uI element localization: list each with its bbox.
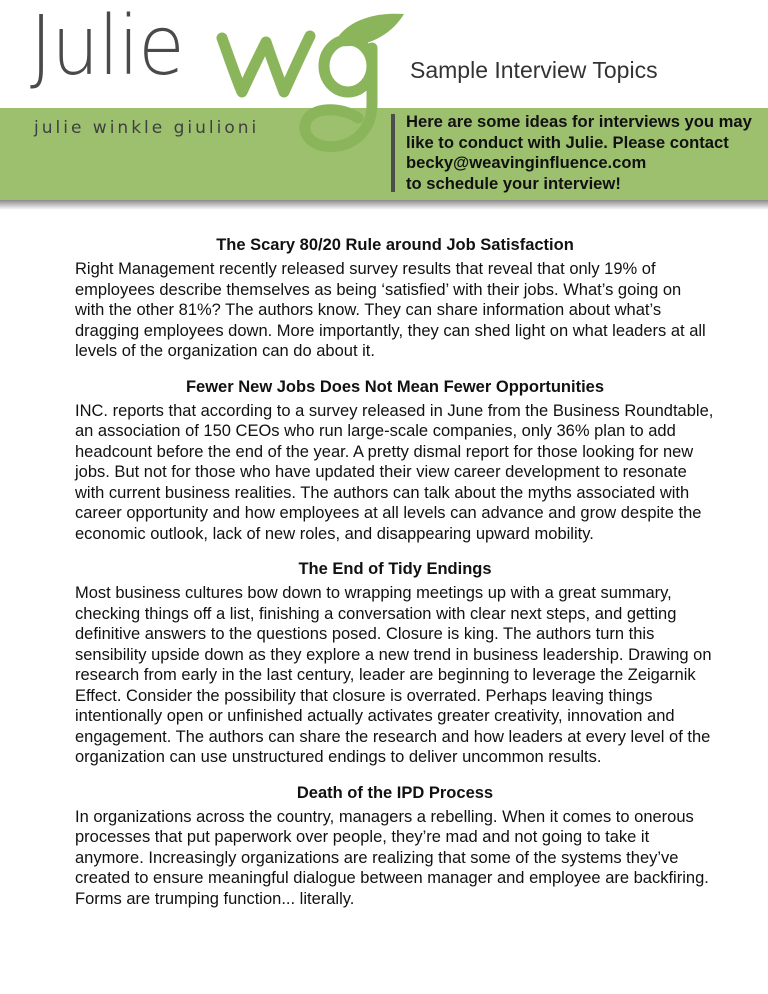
topic-section (75, 559, 715, 768)
topic-section (75, 377, 715, 545)
topics-list (75, 235, 715, 924)
logo-g-bowl (324, 40, 372, 92)
topic-title: The Scary 80/20 Rule around Job Satisfaction (216, 236, 574, 254)
topic-body: Right Management recently released survey results that reveal that only 19% of employees describe themselves as being ‘satisfied’ with their jobs. What’s going on with the other 81%? The authors know. They can share information about what’s dragging employees down. More importantly, they can shed light on what leaders at all levels of the organization can do about it. (75, 260, 706, 360)
logo-subtitle: julie winkle giulioni (34, 118, 260, 138)
topic-title: Fewer New Jobs Does Not Mean Fewer Opportunities (185, 377, 605, 396)
logo-name: Julie (30, 0, 184, 94)
intro-line: like to conduct with Julie. Please contact (406, 132, 729, 152)
intro-line: to schedule your interview! (406, 173, 621, 193)
topic-section (75, 235, 715, 362)
logo-w-shape (222, 36, 310, 92)
topic-body: INC. reports that according to a survey released in June from the Business Roundtable, an association of 150 CEOs who run large-scale companies, only 36% plan to add headcount before the end of the year. A pretty dismal report for those looking for new jobs. But not for those who have updated their view career development to resonate with current business realities. The authors can talk about the myths associated with career opportunity and how employees at all levels can advance and grow despite the economic outlook, lack of new roles, and disappearing upward mobility. (75, 401, 714, 543)
topic-body: Most business cultures bow down to wrapping meetings up with a great summary, checking things off a list, finishing a conversation with clear next steps, and getting definitive answers to the questions posed. Closure is king. The authors turn this sensibility upside down as they explore a new trend in business leadership. Drawing on research from early in the last century, leader are beginning to leverage the Zeigarnik Effect. Consider the possibility that closure is overrated. Perhaps leaving things intentionally open or unfinished actually activates greater creativity, innovation and engagement. The authors can share the research and how leaders at every level of the organization can use unstructured endings to deliver uncommon results. (75, 584, 712, 766)
topic-section (75, 783, 715, 910)
intro-text (406, 112, 768, 194)
page-title: Sample Interview Topics (410, 57, 658, 83)
intro-divider (391, 114, 395, 192)
intro-email: becky@weavinginfluence.com (406, 153, 647, 172)
logo-g-tail (305, 48, 372, 147)
topic-title: The End of Tidy Endings (298, 560, 492, 578)
topic-body: In organizations across the country, managers a rebelling. When it comes to onerous processes that put paperwork over people, they’re mad and not going to take it anymore. Increasingly organizations are realizing that some of the systems they’ve created to ensure meaningful dialogue between manager and employee are backfiring. Forms are trumping function... literally. (75, 807, 709, 908)
intro-line: Here are some ideas for interviews you may (406, 112, 752, 131)
topic-title: Death of the IPD Process (296, 783, 494, 802)
header-band-shadow (0, 200, 768, 210)
